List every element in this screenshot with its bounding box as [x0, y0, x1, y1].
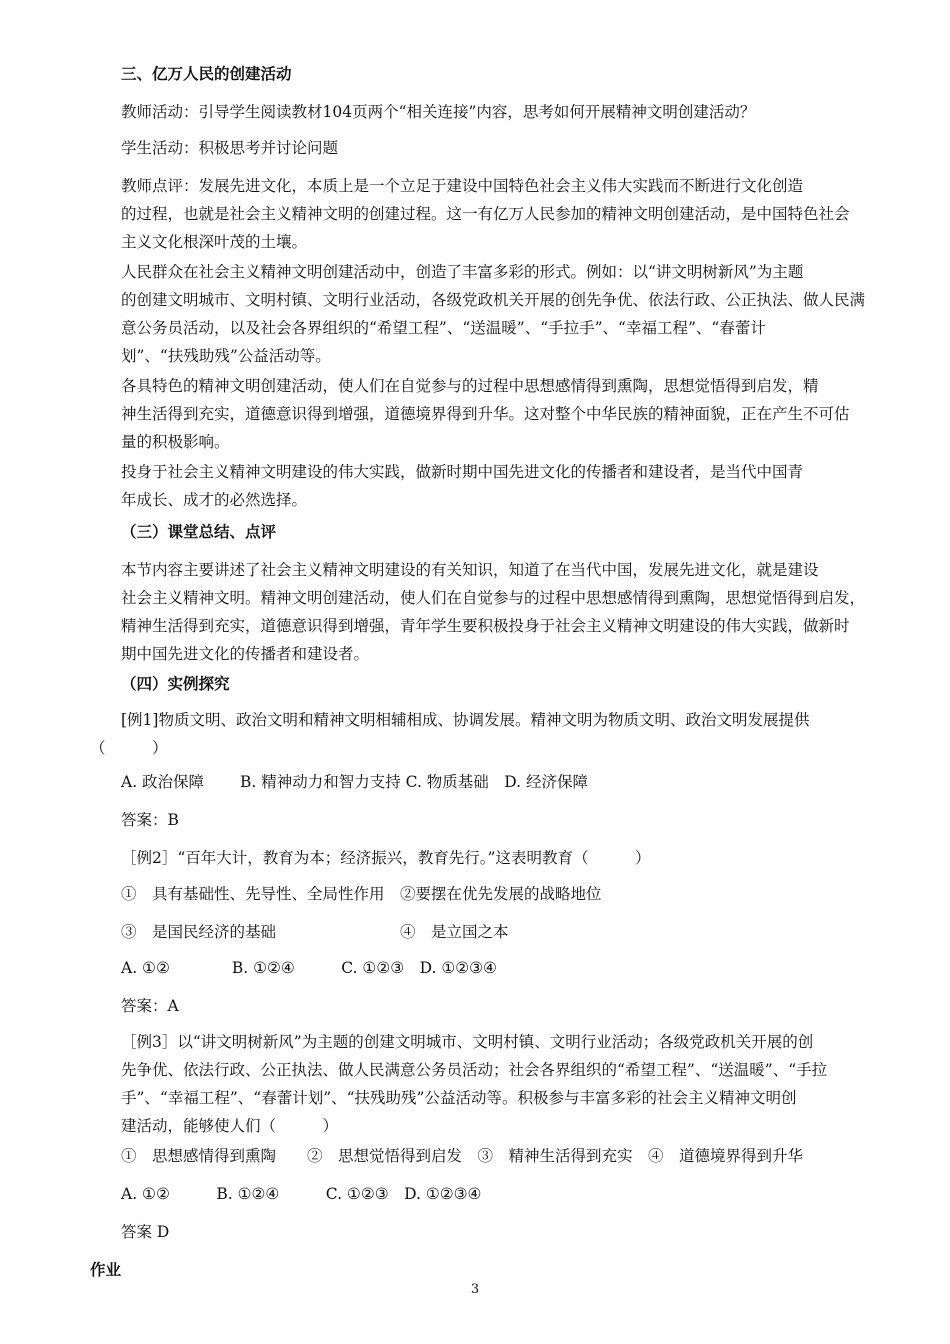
teacher-activity: 教师活动：引导学生阅读教材104页两个“相关连接”内容，思考如何开展精神文明创建活动？ [121, 103, 756, 121]
example-2-items-1: ① 具有基础性、先导性、全局性作用 ②要摆在优先发展的战略地位 [121, 885, 602, 903]
text-line: 社会主义精神文明。精神文明创建活动，使人们在自觉参与的过程中思想感情得到熏陶，思想觉悟得到启发， [121, 589, 866, 607]
text-line: 精神生活得到充实，道德意识得到增强，青年学生要积极投身于社会主义精神文明建设的伟大实践，做新时 [121, 617, 850, 635]
text-line: 意公务员活动，以及社会各界组织的“希望工程”、“送温暖”、“手拉手”、“幸福工程”、“春蕾计 [121, 319, 766, 337]
text-line: 教师点评：发展先进文化，本质上是一个立足于建设中国特色社会主义伟大实践而不断进行文化创造 [121, 177, 804, 195]
text-line: 主义文化根深叶茂的土壤。 [121, 233, 308, 251]
paragraph-people-creations [90, 258, 868, 370]
example-2-options: A. ①② B. ①②④ C. ①②③ D. ①②③④ [121, 959, 497, 977]
text-line: 年成长、成才的必然选择。 [121, 491, 308, 509]
text-line: 本节内容主要讲述了社会主义精神文明建设的有关知识，知道了在当代中国，发展先进文化，就是建设 [121, 561, 819, 579]
text-line: 的创建文明城市、文明村镇、文明行业活动，各级党政机关开展的创先争优、依法行政、公正执法、做人民满 [121, 291, 866, 309]
text-line: 量的积极影响。 [121, 433, 230, 451]
example-2-question: ［例2］“百年大计，教育为本；经济振兴，教育先行。”这表明教育（ ） [121, 849, 651, 867]
section-heading-examples: （四）实例探究 [121, 675, 230, 693]
example-2-items-2: ③ 是国民经济的基础 ④ 是立国之本 [121, 923, 509, 941]
section-heading-creation-activities: 三、亿万人民的创建活动 [121, 65, 292, 83]
text-line: 人民群众在社会主义精神文明创建活动中，创造了丰富多彩的形式。例如：以“讲文明树新风”为主题 [121, 263, 804, 281]
text-line: 神生活得到充实，道德意识得到增强，道德境界得到升华。这对整个中华民族的精神面貌，正在产生不可估 [121, 405, 850, 423]
homework-heading: 作业 [90, 1261, 122, 1279]
example-3-question [90, 1028, 868, 1140]
example-3-options: A. ①② B. ①②④ C. ①②③ D. ①②③④ [121, 1185, 482, 1203]
teacher-comment [90, 172, 868, 256]
text-line: ［例3］以“讲文明树新风”为主题的创建文明城市、文明村镇、文明行业活动；各级党政机关开展的创 [121, 1033, 814, 1051]
example-3-items: ① 思想感情得到熏陶 ② 思想觉悟得到启发 ③ 精神生活得到充实 ④ 道德境界得到升华 [121, 1147, 804, 1165]
example-1-answer: 答案：B [121, 811, 179, 829]
text-line: 各具特色的精神文明创建活动，使人们在自觉参与的过程中思想感情得到熏陶，思想觉悟得到启发，精 [121, 377, 819, 395]
section-heading-summary: （三）课堂总结、点评 [121, 523, 277, 541]
example-2-answer: 答案：A [121, 997, 179, 1015]
text-line: 手”、“幸福工程”、“春蕾计划”、“扶残助残”公益活动等。积极参与丰富多彩的社会主义精神文明创 [121, 1089, 797, 1107]
example-1-options: A. 政治保障 B. 精神动力和智力支持 C. 物质基础 D. 经济保障 [121, 773, 589, 791]
text-line: 建活动，能够使人们（ ） [121, 1117, 339, 1135]
paragraph-youth-choice [90, 458, 868, 514]
text-line: （ ） [90, 739, 168, 757]
paragraph-summary [90, 556, 868, 668]
page-number: 3 [470, 1282, 480, 1297]
text-line: 先争优、依法行政、公正执法、做人民满意公务员活动；社会各界组织的“希望工程”、“送温暖”、“手拉 [121, 1061, 828, 1079]
paragraph-activity-effects [90, 372, 868, 456]
text-line: 的过程，也就是社会主义精神文明的创建过程。这一有亿万人民参加的精神文明创建活动，是中国特色社会 [121, 205, 850, 223]
text-line: [例1]物质文明、政治文明和精神文明相辅相成、协调发展。精神文明为物质文明、政治文明发展提供 [121, 711, 810, 729]
example-3-answer: 答案 D [121, 1223, 170, 1241]
text-line: 期中国先进文化的传播者和建设者。 [121, 645, 370, 663]
text-line: 投身于社会主义精神文明建设的伟大实践，做新时期中国先进文化的传播者和建设者，是当代中国青 [121, 463, 804, 481]
text-line: 划”、“扶残助残”公益活动等。 [121, 347, 331, 365]
example-1-question [90, 706, 868, 762]
student-activity: 学生活动：积极思考并讨论问题 [121, 139, 339, 157]
